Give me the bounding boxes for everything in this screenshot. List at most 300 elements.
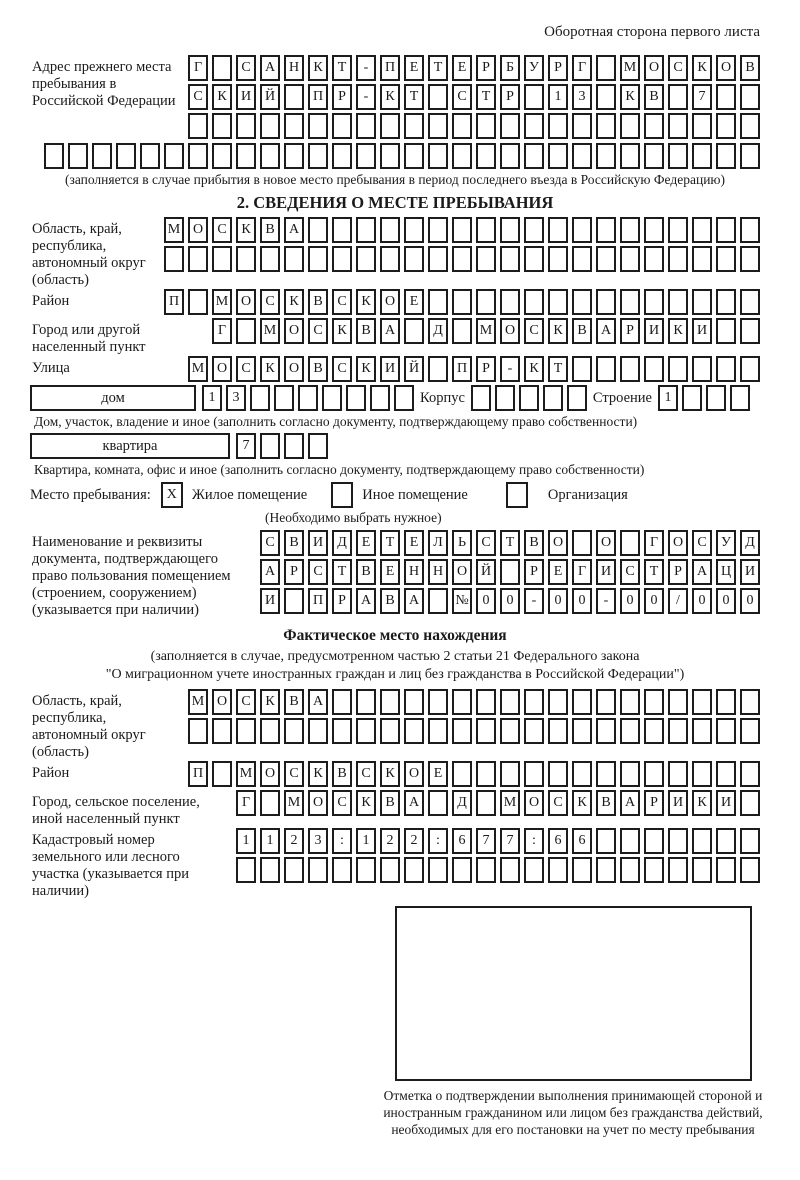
char-cell[interactable] (644, 689, 664, 715)
char-cell[interactable] (404, 143, 424, 169)
char-cell[interactable]: А (620, 790, 640, 816)
char-cell[interactable] (428, 356, 448, 382)
char-cell[interactable] (644, 356, 664, 382)
char-cell[interactable] (164, 246, 184, 272)
char-cell[interactable] (260, 718, 280, 744)
char-cell[interactable]: Т (428, 55, 448, 81)
char-cell[interactable] (692, 857, 712, 883)
char-cell[interactable]: О (188, 217, 208, 243)
char-cell[interactable] (332, 246, 352, 272)
char-cell[interactable]: А (404, 588, 424, 614)
char-cell[interactable] (212, 143, 232, 169)
char-cell[interactable] (404, 113, 424, 139)
char-cell[interactable]: 6 (572, 828, 592, 854)
char-cell[interactable]: У (524, 55, 544, 81)
char-cell[interactable]: С (548, 790, 568, 816)
char-cell[interactable] (428, 246, 448, 272)
char-cell[interactable]: О (284, 318, 304, 344)
char-cell[interactable] (548, 689, 568, 715)
char-cell[interactable] (668, 217, 688, 243)
char-cell[interactable] (740, 790, 760, 816)
char-cell[interactable]: К (548, 318, 568, 344)
char-cell[interactable]: 1 (236, 828, 256, 854)
char-cell[interactable] (284, 246, 304, 272)
char-cell[interactable] (380, 143, 400, 169)
char-cell[interactable]: Е (404, 289, 424, 315)
char-cell[interactable]: Е (404, 55, 424, 81)
char-cell[interactable] (692, 289, 712, 315)
char-cell[interactable] (428, 588, 448, 614)
char-cell[interactable]: О (284, 356, 304, 382)
char-cell[interactable] (596, 828, 616, 854)
char-cell[interactable] (740, 246, 760, 272)
char-cell[interactable] (452, 689, 472, 715)
char-cell[interactable] (524, 761, 544, 787)
char-cell[interactable]: 7 (476, 828, 496, 854)
char-cell[interactable] (332, 718, 352, 744)
char-cell[interactable] (620, 828, 640, 854)
char-cell[interactable] (572, 857, 592, 883)
char-cell[interactable]: Р (476, 356, 496, 382)
char-cell[interactable]: Т (644, 559, 664, 585)
char-cell[interactable]: П (308, 84, 328, 110)
char-cell[interactable]: Е (428, 761, 448, 787)
char-cell[interactable] (692, 246, 712, 272)
char-cell[interactable]: М (212, 289, 232, 315)
char-cell[interactable] (332, 857, 352, 883)
char-cell[interactable] (668, 857, 688, 883)
char-cell[interactable]: И (644, 318, 664, 344)
char-cell[interactable]: С (668, 55, 688, 81)
char-cell[interactable] (740, 761, 760, 787)
char-cell[interactable]: С (356, 761, 376, 787)
char-cell[interactable] (428, 289, 448, 315)
char-cell[interactable] (476, 289, 496, 315)
char-cell[interactable] (716, 143, 736, 169)
char-cell[interactable]: К (356, 356, 376, 382)
char-cell[interactable] (716, 217, 736, 243)
char-cell[interactable] (476, 217, 496, 243)
char-cell[interactable] (740, 356, 760, 382)
dom-box[interactable]: дом (30, 385, 196, 411)
char-cell[interactable]: С (236, 356, 256, 382)
char-cell[interactable]: Г (572, 559, 592, 585)
char-cell[interactable] (644, 828, 664, 854)
char-cell[interactable]: О (524, 790, 544, 816)
char-cell[interactable] (572, 289, 592, 315)
char-cell[interactable]: С (188, 84, 208, 110)
char-cell[interactable]: В (308, 356, 328, 382)
char-cell[interactable]: Д (332, 530, 352, 556)
char-cell[interactable] (567, 385, 587, 411)
char-cell[interactable] (740, 718, 760, 744)
char-cell[interactable] (572, 718, 592, 744)
char-cell[interactable]: К (284, 289, 304, 315)
char-cell[interactable]: И (380, 356, 400, 382)
char-cell[interactable] (500, 761, 520, 787)
char-cell[interactable] (572, 356, 592, 382)
char-cell[interactable] (692, 356, 712, 382)
char-cell[interactable]: О (548, 530, 568, 556)
char-cell[interactable]: К (572, 790, 592, 816)
char-cell[interactable]: В (356, 318, 376, 344)
char-cell[interactable] (548, 113, 568, 139)
char-cell[interactable]: К (668, 318, 688, 344)
char-cell[interactable]: О (596, 530, 616, 556)
char-cell[interactable]: 2 (404, 828, 424, 854)
char-cell[interactable]: П (188, 761, 208, 787)
char-cell[interactable]: 1 (548, 84, 568, 110)
char-cell[interactable]: В (284, 689, 304, 715)
char-cell[interactable]: 6 (452, 828, 472, 854)
char-cell[interactable] (596, 761, 616, 787)
char-cell[interactable]: Ц (716, 559, 736, 585)
char-cell[interactable] (668, 689, 688, 715)
char-cell[interactable] (476, 689, 496, 715)
char-cell[interactable] (236, 318, 256, 344)
char-cell[interactable]: Г (188, 55, 208, 81)
char-cell[interactable] (740, 84, 760, 110)
char-cell[interactable] (572, 246, 592, 272)
char-cell[interactable] (452, 318, 472, 344)
char-cell[interactable]: О (212, 689, 232, 715)
char-cell[interactable] (548, 143, 568, 169)
char-cell[interactable] (356, 718, 376, 744)
char-cell[interactable]: Б (500, 55, 520, 81)
char-cell[interactable] (308, 718, 328, 744)
char-cell[interactable]: В (380, 790, 400, 816)
char-cell[interactable]: Г (572, 55, 592, 81)
char-cell[interactable]: С (332, 356, 352, 382)
char-cell[interactable] (404, 857, 424, 883)
char-cell[interactable]: Г (644, 530, 664, 556)
char-cell[interactable] (716, 289, 736, 315)
char-cell[interactable] (524, 113, 544, 139)
checkbox-zhiloe[interactable]: X (161, 482, 183, 508)
char-cell[interactable]: Т (404, 84, 424, 110)
char-cell[interactable]: В (644, 84, 664, 110)
char-cell[interactable] (548, 857, 568, 883)
char-cell[interactable]: В (284, 530, 304, 556)
char-cell[interactable] (356, 246, 376, 272)
char-cell[interactable]: 0 (716, 588, 736, 614)
char-cell[interactable] (44, 143, 64, 169)
char-cell[interactable]: : (332, 828, 352, 854)
char-cell[interactable] (740, 318, 760, 344)
char-cell[interactable] (140, 143, 160, 169)
char-cell[interactable]: 6 (548, 828, 568, 854)
char-cell[interactable]: К (620, 84, 640, 110)
char-cell[interactable] (548, 718, 568, 744)
char-cell[interactable] (428, 217, 448, 243)
char-cell[interactable] (668, 113, 688, 139)
char-cell[interactable] (274, 385, 294, 411)
char-cell[interactable]: О (500, 318, 520, 344)
char-cell[interactable]: Н (284, 55, 304, 81)
char-cell[interactable] (284, 588, 304, 614)
char-cell[interactable] (212, 718, 232, 744)
char-cell[interactable] (620, 857, 640, 883)
char-cell[interactable]: И (308, 530, 328, 556)
char-cell[interactable] (668, 143, 688, 169)
char-cell[interactable] (68, 143, 88, 169)
char-cell[interactable] (644, 246, 664, 272)
char-cell[interactable] (452, 217, 472, 243)
char-cell[interactable] (500, 289, 520, 315)
char-cell[interactable]: М (500, 790, 520, 816)
char-cell[interactable] (548, 289, 568, 315)
char-cell[interactable] (260, 790, 280, 816)
char-cell[interactable] (428, 689, 448, 715)
char-cell[interactable] (644, 113, 664, 139)
char-cell[interactable]: С (692, 530, 712, 556)
char-cell[interactable] (596, 289, 616, 315)
char-cell[interactable]: В (596, 790, 616, 816)
char-cell[interactable]: / (668, 588, 688, 614)
char-cell[interactable] (380, 689, 400, 715)
char-cell[interactable]: Д (452, 790, 472, 816)
char-cell[interactable] (644, 761, 664, 787)
char-cell[interactable] (682, 385, 702, 411)
char-cell[interactable] (260, 433, 280, 459)
char-cell[interactable]: С (308, 318, 328, 344)
char-cell[interactable] (596, 246, 616, 272)
char-cell[interactable]: - (500, 356, 520, 382)
char-cell[interactable]: О (668, 530, 688, 556)
char-cell[interactable] (740, 143, 760, 169)
char-cell[interactable]: А (692, 559, 712, 585)
char-cell[interactable]: Д (740, 530, 760, 556)
char-cell[interactable] (620, 113, 640, 139)
char-cell[interactable]: К (380, 761, 400, 787)
char-cell[interactable]: И (692, 318, 712, 344)
char-cell[interactable]: Р (548, 55, 568, 81)
char-cell[interactable] (284, 718, 304, 744)
checkbox-inoe[interactable] (331, 482, 353, 508)
char-cell[interactable]: Т (332, 559, 352, 585)
char-cell[interactable] (620, 143, 640, 169)
char-cell[interactable] (668, 356, 688, 382)
char-cell[interactable] (380, 857, 400, 883)
char-cell[interactable] (428, 718, 448, 744)
char-cell[interactable]: С (260, 289, 280, 315)
char-cell[interactable]: Р (668, 559, 688, 585)
checkbox-organizatsiya[interactable] (506, 482, 528, 508)
char-cell[interactable] (471, 385, 491, 411)
char-cell[interactable] (500, 559, 520, 585)
char-cell[interactable] (572, 761, 592, 787)
char-cell[interactable] (476, 246, 496, 272)
char-cell[interactable]: 3 (308, 828, 328, 854)
char-cell[interactable]: М (620, 55, 640, 81)
char-cell[interactable] (236, 246, 256, 272)
char-cell[interactable]: М (476, 318, 496, 344)
char-cell[interactable] (260, 143, 280, 169)
char-cell[interactable]: П (308, 588, 328, 614)
char-cell[interactable] (428, 113, 448, 139)
char-cell[interactable] (452, 289, 472, 315)
char-cell[interactable] (236, 857, 256, 883)
char-cell[interactable] (346, 385, 366, 411)
char-cell[interactable] (308, 857, 328, 883)
char-cell[interactable]: 1 (356, 828, 376, 854)
char-cell[interactable] (452, 246, 472, 272)
char-cell[interactable]: А (308, 689, 328, 715)
char-cell[interactable] (548, 246, 568, 272)
char-cell[interactable] (596, 356, 616, 382)
char-cell[interactable] (572, 689, 592, 715)
kvartira-box[interactable]: квартира (30, 433, 230, 459)
char-cell[interactable] (596, 857, 616, 883)
char-cell[interactable]: Е (380, 559, 400, 585)
char-cell[interactable]: Е (548, 559, 568, 585)
char-cell[interactable] (380, 718, 400, 744)
char-cell[interactable] (284, 113, 304, 139)
char-cell[interactable] (500, 857, 520, 883)
char-cell[interactable] (500, 143, 520, 169)
char-cell[interactable]: Й (476, 559, 496, 585)
char-cell[interactable]: М (260, 318, 280, 344)
char-cell[interactable]: - (524, 588, 544, 614)
char-cell[interactable]: К (524, 356, 544, 382)
char-cell[interactable]: : (524, 828, 544, 854)
char-cell[interactable]: К (308, 55, 328, 81)
char-cell[interactable] (500, 113, 520, 139)
char-cell[interactable]: С (212, 217, 232, 243)
char-cell[interactable] (452, 857, 472, 883)
char-cell[interactable] (620, 289, 640, 315)
char-cell[interactable] (668, 761, 688, 787)
char-cell[interactable]: Д (428, 318, 448, 344)
char-cell[interactable] (644, 289, 664, 315)
char-cell[interactable] (298, 385, 318, 411)
char-cell[interactable] (716, 857, 736, 883)
char-cell[interactable]: К (380, 84, 400, 110)
char-cell[interactable] (668, 828, 688, 854)
char-cell[interactable] (452, 143, 472, 169)
char-cell[interactable] (716, 246, 736, 272)
char-cell[interactable]: Т (476, 84, 496, 110)
char-cell[interactable]: 0 (548, 588, 568, 614)
char-cell[interactable] (188, 113, 208, 139)
char-cell[interactable] (524, 689, 544, 715)
char-cell[interactable] (596, 689, 616, 715)
char-cell[interactable]: Н (428, 559, 448, 585)
char-cell[interactable]: С (476, 530, 496, 556)
char-cell[interactable] (740, 689, 760, 715)
char-cell[interactable]: - (356, 84, 376, 110)
char-cell[interactable] (476, 718, 496, 744)
char-cell[interactable] (692, 828, 712, 854)
char-cell[interactable] (596, 113, 616, 139)
char-cell[interactable]: Р (476, 55, 496, 81)
char-cell[interactable]: А (260, 55, 280, 81)
char-cell[interactable]: Н (404, 559, 424, 585)
char-cell[interactable]: Т (332, 55, 352, 81)
char-cell[interactable]: Е (356, 530, 376, 556)
char-cell[interactable] (452, 718, 472, 744)
char-cell[interactable] (596, 143, 616, 169)
char-cell[interactable]: В (572, 318, 592, 344)
char-cell[interactable]: 0 (644, 588, 664, 614)
char-cell[interactable]: И (668, 790, 688, 816)
char-cell[interactable] (476, 790, 496, 816)
char-cell[interactable]: К (260, 356, 280, 382)
char-cell[interactable]: Т (500, 530, 520, 556)
char-cell[interactable] (692, 689, 712, 715)
char-cell[interactable] (428, 790, 448, 816)
char-cell[interactable] (524, 289, 544, 315)
char-cell[interactable]: И (740, 559, 760, 585)
char-cell[interactable] (308, 113, 328, 139)
char-cell[interactable]: С (260, 530, 280, 556)
char-cell[interactable]: Р (332, 588, 352, 614)
char-cell[interactable]: 0 (620, 588, 640, 614)
char-cell[interactable] (644, 718, 664, 744)
char-cell[interactable]: И (596, 559, 616, 585)
char-cell[interactable]: 3 (226, 385, 246, 411)
char-cell[interactable]: С (236, 55, 256, 81)
char-cell[interactable]: М (284, 790, 304, 816)
char-cell[interactable] (596, 217, 616, 243)
char-cell[interactable] (476, 143, 496, 169)
char-cell[interactable]: П (164, 289, 184, 315)
char-cell[interactable]: 2 (284, 828, 304, 854)
char-cell[interactable]: О (260, 761, 280, 787)
char-cell[interactable]: 0 (572, 588, 592, 614)
char-cell[interactable] (332, 113, 352, 139)
char-cell[interactable] (404, 689, 424, 715)
char-cell[interactable] (572, 217, 592, 243)
char-cell[interactable] (692, 217, 712, 243)
char-cell[interactable]: Г (236, 790, 256, 816)
char-cell[interactable] (716, 356, 736, 382)
char-cell[interactable]: О (212, 356, 232, 382)
char-cell[interactable] (524, 246, 544, 272)
char-cell[interactable] (620, 217, 640, 243)
char-cell[interactable]: О (716, 55, 736, 81)
char-cell[interactable] (92, 143, 112, 169)
char-cell[interactable] (620, 246, 640, 272)
char-cell[interactable]: А (284, 217, 304, 243)
char-cell[interactable] (644, 857, 664, 883)
char-cell[interactable]: М (188, 689, 208, 715)
char-cell[interactable] (322, 385, 342, 411)
char-cell[interactable] (476, 113, 496, 139)
char-cell[interactable]: Р (500, 84, 520, 110)
char-cell[interactable]: А (260, 559, 280, 585)
char-cell[interactable]: В (260, 217, 280, 243)
char-cell[interactable]: М (164, 217, 184, 243)
char-cell[interactable] (380, 246, 400, 272)
char-cell[interactable] (404, 718, 424, 744)
char-cell[interactable] (740, 828, 760, 854)
char-cell[interactable] (730, 385, 750, 411)
char-cell[interactable]: В (332, 761, 352, 787)
char-cell[interactable] (716, 718, 736, 744)
char-cell[interactable] (692, 143, 712, 169)
char-cell[interactable]: Р (332, 84, 352, 110)
char-cell[interactable]: А (380, 318, 400, 344)
char-cell[interactable]: В (356, 559, 376, 585)
char-cell[interactable]: И (236, 84, 256, 110)
char-cell[interactable] (500, 217, 520, 243)
char-cell[interactable] (116, 143, 136, 169)
char-cell[interactable] (212, 761, 232, 787)
char-cell[interactable] (404, 246, 424, 272)
char-cell[interactable] (476, 857, 496, 883)
char-cell[interactable] (692, 761, 712, 787)
